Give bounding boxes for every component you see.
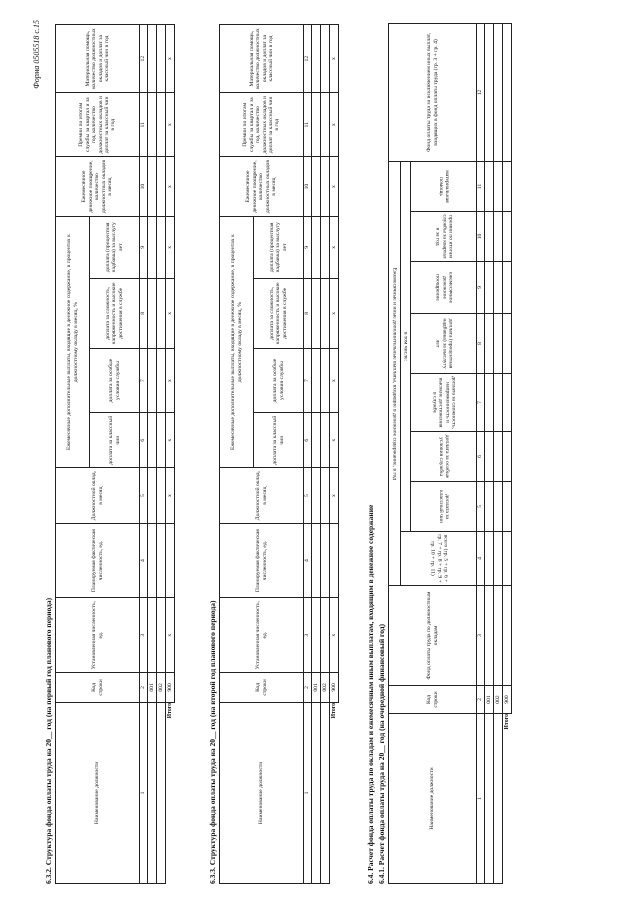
cell[interactable]	[157, 523, 166, 598]
total-label: Итого	[503, 714, 512, 884]
col-num: 7	[304, 349, 312, 413]
total-row	[330, 25, 339, 884]
cell[interactable]	[157, 216, 166, 278]
cell[interactable]	[321, 157, 330, 217]
header-group	[389, 161, 401, 585]
x-mark: x	[330, 25, 339, 93]
header-code: Код строки	[389, 686, 477, 714]
cell-position[interactable]	[485, 714, 494, 884]
column-numbers-row	[140, 25, 148, 884]
header-fund-salary: Фонд оплаты труда по должностным окладам	[389, 586, 477, 686]
x-mark: x	[166, 413, 175, 468]
col-num: 3	[304, 598, 312, 673]
x-mark: x	[166, 157, 175, 217]
col-num: 11	[140, 93, 148, 157]
col-num: 3	[140, 598, 148, 673]
col-num: 1	[304, 702, 312, 883]
cell[interactable]	[157, 468, 166, 523]
cell[interactable]	[485, 212, 494, 262]
cell[interactable]	[166, 523, 175, 598]
cell[interactable]	[148, 523, 157, 598]
col-num: 2	[304, 673, 312, 703]
cell[interactable]	[321, 216, 330, 278]
total-label: Итого	[166, 702, 175, 883]
cell[interactable]	[148, 349, 157, 413]
header-longevity: доплата (процентная надбавка) за выслугу лет	[90, 216, 140, 278]
cell[interactable]	[485, 432, 494, 482]
header-class-text: доплата за классный чин	[437, 490, 450, 523]
header-total	[401, 532, 477, 586]
cell-code: 001	[312, 673, 321, 703]
fund-calculation-table	[388, 23, 512, 884]
header-special-text: доплата за особые условия службы	[437, 434, 450, 479]
header-special	[411, 432, 477, 482]
col-num: 8	[140, 278, 148, 348]
cell[interactable]	[485, 314, 494, 374]
col-num: 8	[477, 314, 485, 374]
header-material: Материальная помощь, количество должностных окладов и доплат за классный чин в год	[220, 25, 304, 93]
structure-table-second-year	[219, 24, 339, 884]
col-num: 10	[304, 157, 312, 217]
cell[interactable]	[503, 262, 512, 314]
cell[interactable]	[494, 212, 503, 262]
cell-position[interactable]	[312, 702, 321, 883]
header-longevity-text: доплата (процентная надбавка) за выслугу лет	[434, 318, 454, 369]
cell[interactable]	[485, 161, 494, 211]
col-num: 2	[477, 686, 485, 714]
cell[interactable]	[503, 432, 512, 482]
cell[interactable]	[312, 157, 321, 217]
cell[interactable]	[485, 262, 494, 314]
cell[interactable]	[485, 482, 494, 532]
x-mark: x	[330, 93, 339, 157]
x-mark: x	[166, 349, 175, 413]
total-label: Итого	[330, 702, 339, 883]
header-planned: Планируемая фактическая численность, ед.	[56, 523, 140, 598]
cell[interactable]	[503, 314, 512, 374]
cell[interactable]	[494, 262, 503, 314]
cell-position[interactable]	[321, 702, 330, 883]
total-row	[503, 23, 512, 883]
x-mark: x	[330, 349, 339, 413]
cell[interactable]	[503, 532, 512, 586]
col-num: 9	[477, 262, 485, 314]
header-premium: Премии по итогам службы за квартал и за год, количество должностных окладов и доплат за классный чин в год	[56, 93, 140, 157]
col-num: 6	[477, 432, 485, 482]
cell[interactable]	[312, 523, 321, 598]
header-established: Установленная численность, ед.	[220, 598, 304, 673]
header-bonus: Ежемесячное денежное поощрение, количество должностных окладов в месяц	[56, 157, 140, 217]
col-num: 11	[477, 161, 485, 211]
cell-code: 002	[494, 686, 503, 714]
header-bonus: Ежемесячное денежное поощрение, количество должностных окладов в месяц	[220, 157, 304, 217]
cell[interactable]	[148, 157, 157, 217]
col-num: 5	[304, 468, 312, 523]
header-monthly-group: Ежемесячные дополнительные выплаты, входящие в денежное содержание, в процентах к должностному окладу в месяц, %	[220, 216, 254, 468]
cell[interactable]	[312, 598, 321, 673]
cell[interactable]	[148, 598, 157, 673]
cell[interactable]	[330, 523, 339, 598]
cell[interactable]	[312, 349, 321, 413]
header-group-text: Ежемесячные и иные дополнительные выплаты, входящие в денежное содержание, в год	[391, 267, 398, 480]
header-position: Наименование должности	[220, 702, 304, 883]
header-material	[411, 161, 477, 211]
cell[interactable]	[485, 532, 494, 586]
cell-position[interactable]	[148, 702, 157, 883]
cell[interactable]	[321, 278, 330, 348]
header-premium-text: премии по итогам службы за квартал и за год	[434, 214, 454, 259]
header-material-text: материальная помощь	[437, 170, 450, 203]
header-inmatter-text: в том числе:	[402, 331, 409, 362]
structure-table-first-year	[55, 24, 175, 884]
col-num: 6	[140, 413, 148, 468]
cell-position[interactable]	[494, 714, 503, 884]
x-mark: x	[330, 216, 339, 278]
cell[interactable]	[321, 598, 330, 673]
x-mark: x	[330, 413, 339, 468]
col-num: 11	[304, 93, 312, 157]
cell[interactable]	[485, 23, 494, 161]
x-mark: x	[330, 468, 339, 523]
header-class	[411, 482, 477, 532]
header-premium: Премии по итогам службы за квартал и за год, количество должностных окладов и доплат за классный чин в год	[220, 93, 304, 157]
section-6-3-2	[44, 24, 175, 884]
total-row	[166, 25, 175, 884]
x-mark: x	[330, 278, 339, 348]
cell[interactable]	[312, 413, 321, 468]
cell[interactable]	[485, 374, 494, 432]
cell-position[interactable]	[157, 702, 166, 883]
cell[interactable]	[148, 25, 157, 93]
cell[interactable]	[157, 93, 166, 157]
cell-code: 002	[157, 673, 166, 703]
section-title: 6.4. Расчет фонда оплаты труда по окладам и ежемесячным иным выплатам, входящим в денежное содержание	[366, 504, 375, 884]
cell[interactable]	[148, 468, 157, 523]
x-mark: x	[330, 157, 339, 217]
col-num: 12	[477, 23, 485, 161]
section-6-4	[366, 24, 512, 884]
cell-code: 001	[485, 686, 494, 714]
header-salary: Должностной оклад, в месяц	[56, 468, 140, 523]
col-num: 10	[477, 212, 485, 262]
header-bonus-text: ежемесячное денежное поощрение	[434, 271, 454, 304]
table-row	[157, 25, 166, 884]
header-secrecy	[411, 374, 477, 432]
form-reference: Форма 0505518 с.15	[32, 20, 41, 89]
cell[interactable]	[503, 586, 512, 686]
col-num: 1	[477, 714, 485, 884]
col-num: 12	[304, 25, 312, 93]
x-mark: x	[166, 598, 175, 673]
x-mark: x	[166, 93, 175, 157]
cell[interactable]	[494, 532, 503, 586]
cell[interactable]	[157, 25, 166, 93]
col-num: 9	[140, 216, 148, 278]
cell[interactable]	[148, 93, 157, 157]
header-premium	[411, 212, 477, 262]
cell[interactable]	[485, 586, 494, 686]
header-position: Наименование должности	[389, 714, 477, 884]
cell[interactable]	[157, 278, 166, 348]
header-total-text: всего (гр. 5 + гр. 6 + гр. 7 + гр. 8 + гр. 9 + гр. 10 + гр. 11)	[429, 534, 449, 583]
cell[interactable]	[312, 93, 321, 157]
cell[interactable]	[494, 586, 503, 686]
rotated-document	[20, 12, 620, 892]
section-title: 6.3.2. Структура фонда оплаты труда на 20__ год (на первый год планового периода)	[44, 597, 53, 884]
cell[interactable]	[503, 374, 512, 432]
col-num: 3	[477, 586, 485, 686]
cell[interactable]	[157, 349, 166, 413]
col-num: 5	[140, 468, 148, 523]
header-secrecy: доплата за сложность, напряженность и высокие достижения в службе	[90, 278, 140, 348]
cell[interactable]	[494, 482, 503, 532]
x-mark: x	[166, 25, 175, 93]
header-special: доплата за особые условия службы	[90, 349, 140, 413]
header-code: Код строки	[56, 673, 140, 703]
cell[interactable]	[148, 413, 157, 468]
table-row	[312, 25, 321, 884]
col-num: 6	[304, 413, 312, 468]
header-longevity: доплата (процентная надбавка) за выслугу лет	[254, 216, 304, 278]
column-numbers-row	[304, 25, 312, 884]
x-mark: x	[330, 598, 339, 673]
table-row	[485, 23, 494, 883]
col-num: 8	[304, 278, 312, 348]
section-subtitle: 6.4.1. Расчет фонда оплаты труда на 20__ год (на очередной финансовый год)	[377, 623, 386, 884]
col-num: 10	[140, 157, 148, 217]
col-num: 4	[304, 523, 312, 598]
header-inmatter	[401, 161, 411, 531]
section-title: 6.3.3. Структура фонда оплаты труда на 20__ год (на второй год планового периода)	[208, 600, 217, 884]
header-monthly-group: Ежемесячные дополнительные выплаты, входящие в денежное содержание, в процентах к должностному окладу в месяц, %	[56, 216, 90, 468]
header-bonus	[411, 262, 477, 314]
cell[interactable]	[494, 161, 503, 211]
cell[interactable]	[148, 216, 157, 278]
header-position: Наименование должности	[56, 702, 140, 883]
x-mark: x	[166, 216, 175, 278]
cell[interactable]	[321, 93, 330, 157]
col-num: 9	[304, 216, 312, 278]
cell[interactable]	[494, 374, 503, 432]
cell[interactable]	[312, 468, 321, 523]
cell[interactable]	[312, 25, 321, 93]
table-row	[148, 25, 157, 884]
cell-code: 001	[148, 673, 157, 703]
header-material: Материальная помощь, количество должностных окладов и доплат за классный чин в год	[56, 25, 140, 93]
cell[interactable]	[494, 314, 503, 374]
col-num: 1	[140, 702, 148, 883]
cell[interactable]	[494, 432, 503, 482]
header-established: Установленная численность, ед.	[56, 598, 140, 673]
cell[interactable]	[312, 216, 321, 278]
header-secrecy-text: доплата за сложность, напряженность и высокие достижения в службе	[431, 376, 457, 429]
cell[interactable]	[312, 278, 321, 348]
cell[interactable]	[503, 482, 512, 532]
x-mark: x	[166, 278, 175, 348]
cell[interactable]	[321, 413, 330, 468]
cell[interactable]	[157, 413, 166, 468]
col-num: 4	[477, 532, 485, 586]
cell[interactable]	[503, 212, 512, 262]
header-planned: Планируемая фактическая численность, ед.	[220, 523, 304, 598]
table-row	[321, 25, 330, 884]
cell[interactable]	[503, 161, 512, 211]
cell-code: 002	[321, 673, 330, 703]
header-fund-total: Фонд оплаты труда за исключением иных выплат, входящих в фонд оплаты труда (гр. 3 + гр. 4)	[389, 23, 477, 161]
header-longevity	[411, 314, 477, 374]
cell[interactable]	[321, 349, 330, 413]
column-numbers-row	[477, 23, 485, 883]
col-num: 7	[140, 349, 148, 413]
total-code: 900	[330, 673, 339, 703]
header-code: Код строки	[220, 673, 304, 703]
cell[interactable]	[148, 278, 157, 348]
col-num: 5	[477, 482, 485, 532]
cell[interactable]	[157, 157, 166, 217]
cell[interactable]	[321, 468, 330, 523]
header-secrecy: доплата за сложность, напряженность и высокие достижения в службе	[254, 278, 304, 348]
col-num: 4	[140, 523, 148, 598]
col-num: 12	[140, 25, 148, 93]
header-class: доплата за классный чин	[254, 413, 304, 468]
col-num: 2	[140, 673, 148, 703]
total-code: 900	[166, 673, 175, 703]
header-class: доплата за классный чин	[90, 413, 140, 468]
cell[interactable]	[157, 598, 166, 673]
cell[interactable]	[503, 23, 512, 161]
x-mark: x	[166, 468, 175, 523]
cell[interactable]	[321, 523, 330, 598]
total-code: 900	[503, 686, 512, 714]
cell[interactable]	[321, 25, 330, 93]
col-num: 7	[477, 374, 485, 432]
header-salary: Должностной оклад, в месяц	[220, 468, 304, 523]
table-row	[494, 23, 503, 883]
header-special: доплата за особые условия службы	[254, 349, 304, 413]
section-6-3-3	[208, 24, 339, 884]
cell[interactable]	[494, 23, 503, 161]
